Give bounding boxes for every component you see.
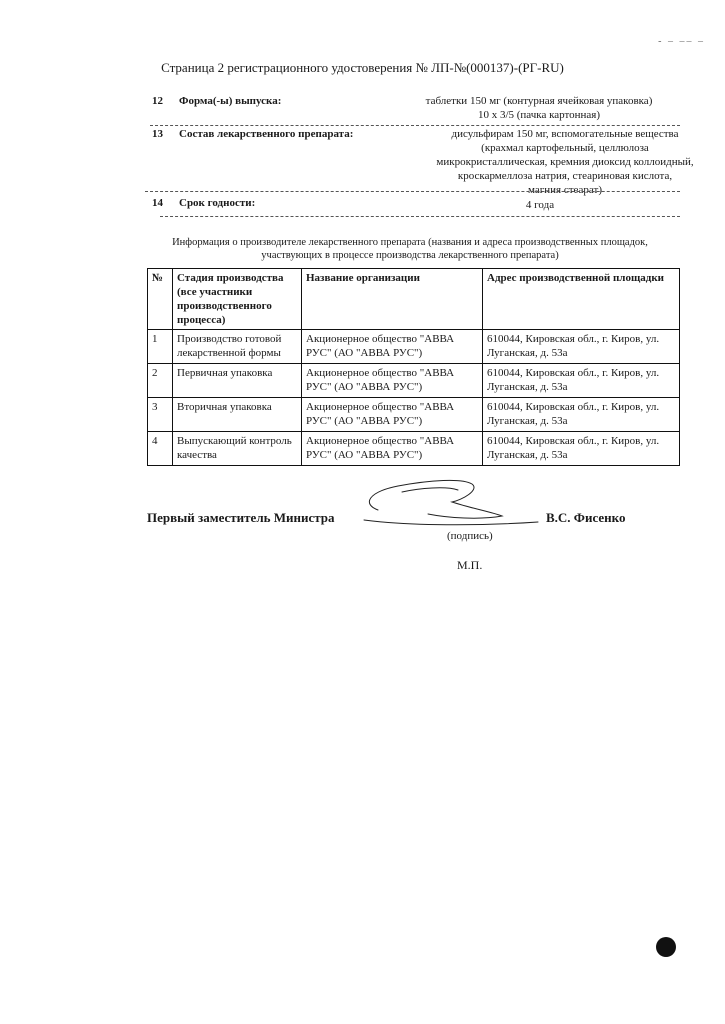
table-row: [148, 364, 680, 398]
row-address: 610044, Кировская обл., г. Киров, ул. Луганская, д. 53а: [483, 364, 680, 398]
signatory-position: Первый заместитель Министра: [147, 510, 335, 525]
field-12-value: [394, 94, 684, 122]
row-num: 4: [148, 432, 173, 466]
table-row: [148, 432, 680, 466]
row-org: Акционерное общество "АВВА РУС" (АО "АВВА РУС"): [302, 398, 483, 432]
production-stages-table: [147, 268, 680, 466]
field-13-value-line: кроскармеллоза натрия, стеариновая кислота,: [457, 170, 673, 182]
field-14-value: 4 года: [525, 199, 555, 211]
table-header-row: [148, 269, 680, 330]
field-12-number: 12: [152, 95, 163, 107]
signatory-name: В.С. Фисенко: [546, 510, 626, 525]
field-12-value-line: 10 х 3/5 (пачка картонная): [477, 109, 601, 121]
table-row: [148, 330, 680, 364]
field-13-value-line: магния стеарат): [527, 184, 603, 196]
row-address: 610044, Кировская обл., г. Киров, ул. Луганская, д. 53а: [483, 398, 680, 432]
row-num: 2: [148, 364, 173, 398]
field-13-number: 13: [152, 128, 163, 140]
row-stage: Вторичная упаковка: [173, 398, 302, 432]
field-14-number: 14: [152, 197, 163, 209]
table-row: [148, 398, 680, 432]
divider: [150, 125, 680, 126]
header-num: №: [148, 269, 173, 330]
signature-caption: (подпись): [447, 530, 493, 542]
row-org: Акционерное общество "АВВА РУС" (АО "АВВА РУС"): [302, 330, 483, 364]
scan-artifact-marks: - – –– –: [658, 36, 705, 47]
field-14-label: Срок годности:: [179, 197, 256, 209]
page-title: Страница 2 регистрационного удостоверения № ЛП-№(000137)-(РГ-RU): [161, 60, 564, 75]
divider: [160, 216, 680, 217]
field-13-label: Состав лекарственного препарата:: [179, 128, 354, 140]
field-12-value-line: таблетки 150 мг (контурная ячейковая упаковка): [425, 95, 653, 107]
field-13-value-line: микрокристаллическая, кремния диоксид коллоидный,: [436, 156, 694, 168]
header-org: Название организации: [302, 269, 483, 330]
field-13-value-line: дисульфирам 150 мг, вспомогательные вещества: [451, 128, 679, 140]
row-address: 610044, Кировская обл., г. Киров, ул. Луганская, д. 53а: [483, 330, 680, 364]
row-stage: Первичная упаковка: [173, 364, 302, 398]
seal-mark: М.П.: [457, 558, 483, 572]
row-org: Акционерное общество "АВВА РУС" (АО "АВВА РУС"): [302, 364, 483, 398]
divider: [145, 191, 680, 192]
handwritten-signature: [350, 474, 550, 530]
row-num: 3: [148, 398, 173, 432]
manufacturer-info-line: Информация о производителе лекарственного препарата (названия и адреса производственных площадок,: [172, 237, 648, 248]
row-org: Акционерное общество "АВВА РУС" (АО "АВВА РУС"): [302, 432, 483, 466]
manufacturer-info-line: участвующих в процессе производства лекарственного препарата): [261, 250, 559, 261]
header-address: Адрес производственной площадки: [483, 269, 680, 330]
row-address: 610044, Кировская обл., г. Киров, ул. Луганская, д. 53а: [483, 432, 680, 466]
row-num: 1: [148, 330, 173, 364]
header-stage: Стадия производства (все участники производственного процесса): [173, 269, 302, 330]
row-stage: Производство готовой лекарственной формы: [173, 330, 302, 364]
field-12-label: Форма(-ы) выпуска:: [179, 95, 282, 107]
scan-dot-mark: [656, 937, 676, 957]
row-stage: Выпускающий контроль качества: [173, 432, 302, 466]
field-13-value: [420, 127, 710, 197]
field-13-value-line: (крахмал картофельный, целлюлоза: [481, 142, 649, 154]
